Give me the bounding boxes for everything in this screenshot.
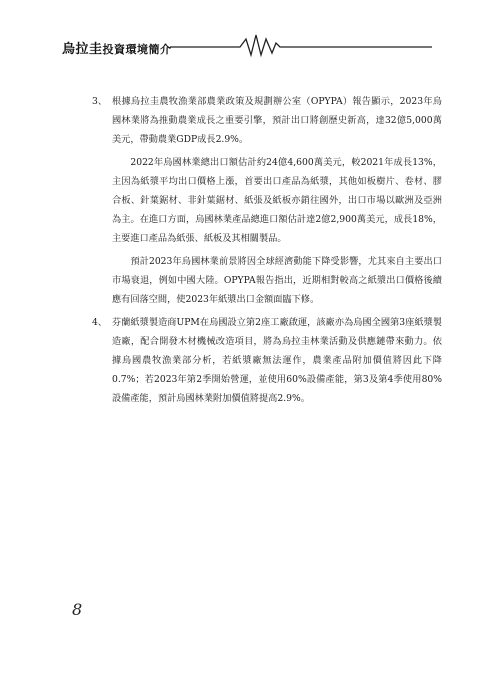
section-3: [92, 92, 442, 309]
main-content: [92, 92, 442, 412]
header-title-rest: 投資環境簡介: [102, 43, 172, 56]
paragraph: [92, 313, 442, 408]
section-number: 4、: [92, 317, 108, 328]
paragraph: 預計2023年烏國林業前景將因全球經濟動能下降受影響，尤其來自主要出口市場衰退，例如中國大陸。OPYPA報告指出，近期相對較高之紙漿出口價格後續應有回落空間，使2023年紙漿出口金額面臨下修。: [112, 256, 442, 305]
section-number: 3、: [92, 96, 108, 107]
paragraph-text: 芬蘭紙漿製造商UPM在烏國設立第2座工廠啟運，該廠亦為烏國全國第3座紙漿製造廠，配合開發木材機械改造項目，將為烏拉圭林業活動及供應鏈帶來動力。依據烏國農牧漁業部分析，若紙漿廠無法運作，農業產品附加價值將因此下降0.7%；若2023年第2季開始營運，並使用60%設備產能，第3及第4季使用80%設備產能，預計烏國林業附加價值將提高2.9%。: [112, 317, 442, 404]
header-title-main: 烏拉圭: [62, 42, 103, 57]
page-header: [62, 28, 432, 58]
paragraph: [92, 92, 442, 149]
header-title: [62, 38, 172, 57]
paragraph-text: 根據烏拉圭農牧漁業部農業政策及規劃辦公室（OPYPA）報告顯示，2023年烏國林業將為推動農業成長之重要引擎，預計出口將創歷史新高，達32億5,000萬美元，帶動農業GDP成長2.9%。: [112, 96, 442, 145]
section-4: [92, 313, 442, 408]
paragraph: 2022年烏國林業總出口額估計約24億4,600萬美元，較2021年成長13%，主因為紙漿平均出口價格上漲，首要出口產品為紙漿，其他如板樹片、卷材、膠合板、針葉鋸材、非針葉鋸材、紙張及紙板亦銷往國外，出口市場以歐洲及亞洲為主。在進口方面，烏國林業產品總進口額估計達2億2,900萬美元，成長18%，主要進口產品為紙張、紙板及其相關製品。: [112, 157, 442, 244]
page-number: 8: [72, 600, 83, 619]
